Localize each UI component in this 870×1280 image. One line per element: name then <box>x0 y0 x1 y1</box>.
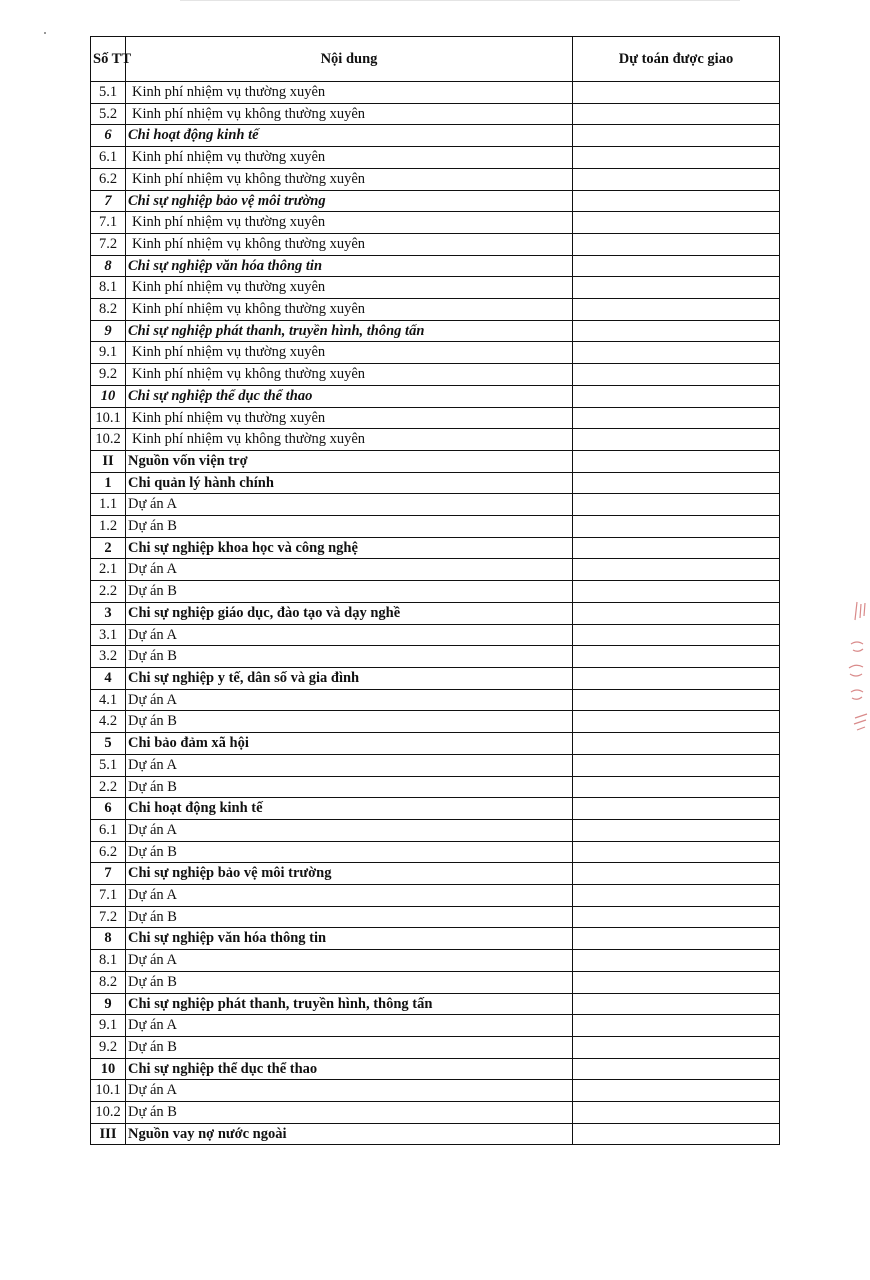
cell-stt: 2 <box>91 537 126 559</box>
cell-stt: 9.2 <box>91 364 126 386</box>
cell-budget <box>573 494 780 516</box>
cell-content: Dự án B <box>126 906 573 928</box>
table-row <box>91 1015 780 1037</box>
cell-stt: 7 <box>91 190 126 212</box>
table-row <box>91 689 780 711</box>
cell-content: Chi sự nghiệp y tế, dân số và gia đình <box>126 667 573 689</box>
cell-budget <box>573 581 780 603</box>
table-row <box>91 168 780 190</box>
cell-content: Dự án A <box>126 494 573 516</box>
cell-content: Chi hoạt động kinh tế <box>126 125 573 147</box>
cell-content: Dự án A <box>126 1080 573 1102</box>
table-row <box>91 277 780 299</box>
cell-content: Dự án A <box>126 950 573 972</box>
table-row <box>91 255 780 277</box>
table-row <box>91 841 780 863</box>
cell-budget <box>573 429 780 451</box>
cell-budget <box>573 103 780 125</box>
table-row <box>91 472 780 494</box>
cell-budget <box>573 299 780 321</box>
cell-stt: 1.1 <box>91 494 126 516</box>
cell-stt: 6.1 <box>91 819 126 841</box>
table-row <box>91 581 780 603</box>
cell-budget <box>573 82 780 104</box>
cell-stt: 7.1 <box>91 885 126 907</box>
cell-stt: 9.1 <box>91 1015 126 1037</box>
cell-content: Chi sự nghiệp khoa học và công nghệ <box>126 537 573 559</box>
cell-content: Chi quản lý hành chính <box>126 472 573 494</box>
table-row <box>91 299 780 321</box>
cell-budget <box>573 863 780 885</box>
cell-stt: 3.2 <box>91 646 126 668</box>
table-row <box>91 863 780 885</box>
cell-stt: 7 <box>91 863 126 885</box>
table-row <box>91 1123 780 1145</box>
cell-stt: 4.2 <box>91 711 126 733</box>
table-row <box>91 212 780 234</box>
table-row <box>91 103 780 125</box>
header-content: Nội dung <box>126 37 573 82</box>
cell-content: Dự án A <box>126 559 573 581</box>
table-row <box>91 385 780 407</box>
table-body <box>91 82 780 1145</box>
table-row <box>91 602 780 624</box>
table-row <box>91 1080 780 1102</box>
table-row <box>91 1102 780 1124</box>
table-row <box>91 559 780 581</box>
table-row <box>91 950 780 972</box>
cell-stt: 6.2 <box>91 841 126 863</box>
cell-stt: 7.2 <box>91 906 126 928</box>
cell-budget <box>573 516 780 538</box>
cell-content: Dự án A <box>126 819 573 841</box>
cell-content: Dự án B <box>126 646 573 668</box>
cell-budget <box>573 1058 780 1080</box>
cell-content: Chi hoạt động kinh tế <box>126 798 573 820</box>
cell-budget <box>573 971 780 993</box>
cell-content: Kinh phí nhiệm vụ thường xuyên <box>126 147 573 169</box>
cell-stt: 8 <box>91 255 126 277</box>
cell-content: Chi sự nghiệp phát thanh, truyền hình, thông tấn <box>126 993 573 1015</box>
cell-stt: 5 <box>91 733 126 755</box>
cell-budget <box>573 667 780 689</box>
cell-stt: 1.2 <box>91 516 126 538</box>
cell-budget <box>573 168 780 190</box>
cell-stt: 9.1 <box>91 342 126 364</box>
table-row <box>91 971 780 993</box>
table-row <box>91 711 780 733</box>
cell-stt: 2.1 <box>91 559 126 581</box>
cell-stt: II <box>91 450 126 472</box>
table-row <box>91 407 780 429</box>
cell-stt: 6.1 <box>91 147 126 169</box>
cell-stt: 8.1 <box>91 950 126 972</box>
cell-stt: 4 <box>91 667 126 689</box>
scan-speck <box>44 32 46 34</box>
cell-stt: 9 <box>91 320 126 342</box>
table-row <box>91 885 780 907</box>
cell-stt: 7.2 <box>91 233 126 255</box>
cell-budget <box>573 190 780 212</box>
cell-stt: 5.1 <box>91 82 126 104</box>
cell-stt: 2.2 <box>91 581 126 603</box>
cell-content: Kinh phí nhiệm vụ không thường xuyên <box>126 364 573 386</box>
cell-budget <box>573 320 780 342</box>
table-row <box>91 798 780 820</box>
cell-stt: 9 <box>91 993 126 1015</box>
cell-budget <box>573 1102 780 1124</box>
partial-red-stamp <box>845 600 870 745</box>
cell-stt: 10.2 <box>91 1102 126 1124</box>
cell-stt: 10 <box>91 1058 126 1080</box>
cell-content: Dự án A <box>126 624 573 646</box>
cell-content: Chi sự nghiệp văn hóa thông tin <box>126 928 573 950</box>
cell-budget <box>573 147 780 169</box>
cell-content: Dự án A <box>126 754 573 776</box>
table-row <box>91 1058 780 1080</box>
table-row <box>91 233 780 255</box>
table-row <box>91 667 780 689</box>
cell-content: Chi sự nghiệp thể dục thể thao <box>126 385 573 407</box>
cell-content: Chi sự nghiệp bảo vệ môi trường <box>126 190 573 212</box>
cell-budget <box>573 1080 780 1102</box>
cell-budget <box>573 602 780 624</box>
cell-budget <box>573 754 780 776</box>
table-row <box>91 537 780 559</box>
cell-content: Chi sự nghiệp bảo vệ môi trường <box>126 863 573 885</box>
table-row <box>91 754 780 776</box>
table-row <box>91 624 780 646</box>
cell-stt: 1 <box>91 472 126 494</box>
cell-budget <box>573 1036 780 1058</box>
cell-budget <box>573 819 780 841</box>
cell-budget <box>573 841 780 863</box>
table-row <box>91 1036 780 1058</box>
cell-budget <box>573 776 780 798</box>
cell-content: Dự án B <box>126 581 573 603</box>
cell-content: Chi sự nghiệp thể dục thể thao <box>126 1058 573 1080</box>
cell-stt: 9.2 <box>91 1036 126 1058</box>
budget-table <box>90 36 780 1145</box>
cell-budget <box>573 212 780 234</box>
cell-budget <box>573 407 780 429</box>
cell-stt: 10 <box>91 385 126 407</box>
table-row <box>91 646 780 668</box>
cell-budget <box>573 950 780 972</box>
cell-budget <box>573 450 780 472</box>
cell-budget <box>573 1015 780 1037</box>
cell-content: Kinh phí nhiệm vụ không thường xuyên <box>126 168 573 190</box>
table-row <box>91 125 780 147</box>
cell-budget <box>573 559 780 581</box>
cell-content: Chi bảo đảm xã hội <box>126 733 573 755</box>
cell-stt: III <box>91 1123 126 1145</box>
cell-content: Dự án B <box>126 711 573 733</box>
cell-content: Kinh phí nhiệm vụ không thường xuyên <box>126 429 573 451</box>
cell-budget <box>573 624 780 646</box>
cell-stt: 10.1 <box>91 1080 126 1102</box>
cell-content: Kinh phí nhiệm vụ thường xuyên <box>126 342 573 364</box>
cell-stt: 2.2 <box>91 776 126 798</box>
table-row <box>91 342 780 364</box>
cell-stt: 3 <box>91 602 126 624</box>
cell-budget <box>573 906 780 928</box>
cell-budget <box>573 385 780 407</box>
table-row <box>91 993 780 1015</box>
cell-stt: 8.2 <box>91 971 126 993</box>
cell-stt: 7.1 <box>91 212 126 234</box>
table-row <box>91 450 780 472</box>
cell-stt: 6 <box>91 125 126 147</box>
cell-content: Chi sự nghiệp văn hóa thông tin <box>126 255 573 277</box>
cell-content: Kinh phí nhiệm vụ thường xuyên <box>126 277 573 299</box>
cell-budget <box>573 928 780 950</box>
cell-stt: 6 <box>91 798 126 820</box>
cell-budget <box>573 277 780 299</box>
cell-content: Kinh phí nhiệm vụ thường xuyên <box>126 407 573 429</box>
cell-content: Kinh phí nhiệm vụ không thường xuyên <box>126 103 573 125</box>
table-row <box>91 928 780 950</box>
cell-content: Dự án B <box>126 1102 573 1124</box>
cell-content: Dự án B <box>126 1036 573 1058</box>
cell-budget <box>573 885 780 907</box>
cell-content: Dự án B <box>126 971 573 993</box>
cell-budget <box>573 125 780 147</box>
cell-budget <box>573 733 780 755</box>
table-row <box>91 733 780 755</box>
cell-budget <box>573 798 780 820</box>
cell-budget <box>573 993 780 1015</box>
scan-edge-line <box>180 0 740 1</box>
table-row <box>91 147 780 169</box>
cell-stt: 4.1 <box>91 689 126 711</box>
cell-budget <box>573 1123 780 1145</box>
table-row <box>91 364 780 386</box>
cell-content: Dự án B <box>126 776 573 798</box>
cell-content: Kinh phí nhiệm vụ không thường xuyên <box>126 299 573 321</box>
cell-budget <box>573 255 780 277</box>
cell-budget <box>573 233 780 255</box>
cell-stt: 10.1 <box>91 407 126 429</box>
table-row <box>91 320 780 342</box>
header-stt: Số TT <box>91 37 126 82</box>
cell-stt: 8 <box>91 928 126 950</box>
cell-stt: 3.1 <box>91 624 126 646</box>
cell-stt: 10.2 <box>91 429 126 451</box>
cell-content: Kinh phí nhiệm vụ không thường xuyên <box>126 233 573 255</box>
header-budget: Dự toán được giao <box>573 37 780 82</box>
cell-stt: 5.2 <box>91 103 126 125</box>
cell-content: Kinh phí nhiệm vụ thường xuyên <box>126 82 573 104</box>
cell-content: Dự án B <box>126 516 573 538</box>
cell-stt: 5.1 <box>91 754 126 776</box>
table-row <box>91 190 780 212</box>
cell-budget <box>573 689 780 711</box>
cell-stt: 6.2 <box>91 168 126 190</box>
cell-budget <box>573 537 780 559</box>
cell-budget <box>573 472 780 494</box>
table-header-row <box>91 37 780 82</box>
cell-content: Dự án A <box>126 689 573 711</box>
cell-content: Nguồn vay nợ nước ngoài <box>126 1123 573 1145</box>
cell-stt: 8.2 <box>91 299 126 321</box>
table-row <box>91 429 780 451</box>
cell-budget <box>573 342 780 364</box>
table-row <box>91 776 780 798</box>
table-row <box>91 82 780 104</box>
cell-content: Dự án A <box>126 885 573 907</box>
cell-budget <box>573 711 780 733</box>
table-row <box>91 494 780 516</box>
cell-content: Dự án B <box>126 841 573 863</box>
table-row <box>91 516 780 538</box>
cell-content: Nguồn vốn viện trợ <box>126 450 573 472</box>
cell-budget <box>573 646 780 668</box>
cell-content: Chi sự nghiệp phát thanh, truyền hình, thông tấn <box>126 320 573 342</box>
cell-stt: 8.1 <box>91 277 126 299</box>
cell-budget <box>573 364 780 386</box>
table-row <box>91 906 780 928</box>
table-row <box>91 819 780 841</box>
cell-content: Kinh phí nhiệm vụ thường xuyên <box>126 212 573 234</box>
cell-content: Chi sự nghiệp giáo dục, đào tạo và dạy nghề <box>126 602 573 624</box>
cell-content: Dự án A <box>126 1015 573 1037</box>
